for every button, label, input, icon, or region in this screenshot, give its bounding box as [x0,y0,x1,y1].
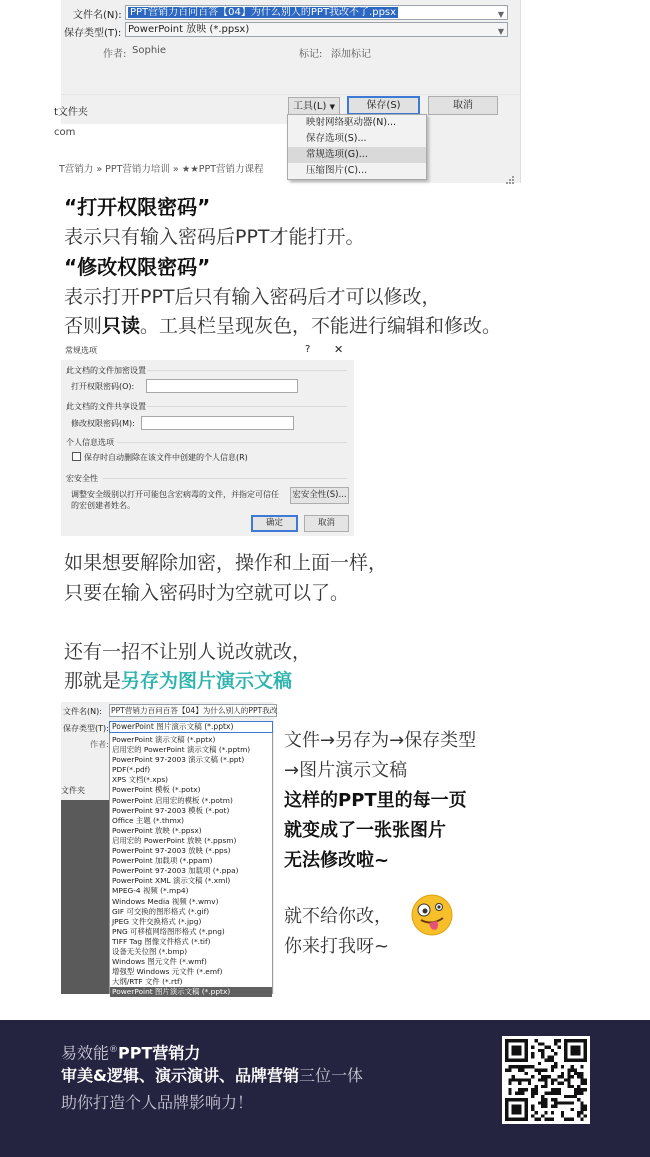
macro-security-button-label: 宏安全性(S)... [292,490,347,500]
divider [147,406,347,407]
resize-grip-icon[interactable] [501,170,515,182]
file-type-option[interactable]: Windows Media 视频 (*.wmv) [112,896,219,906]
file-type-list [109,722,273,997]
file-type-option[interactable]: PowerPoint 启用宏的模板 (*.potm) [112,795,233,805]
heading-modify-password: “修改权限密码” [64,255,211,279]
menu-item-compress-pictures[interactable]: 压缩图片(C)... [306,165,368,176]
help-icon[interactable]: ? [305,344,311,355]
filetype-select[interactable] [125,22,508,37]
file-type-option[interactable]: PDF(*.pdf) [112,765,151,775]
file-type-option[interactable]: Windows 图元文件 (*.wmf) [112,957,207,967]
saveas-filename-input[interactable] [109,704,277,717]
saveas-filename-value: PPT营销力百问百答【04】为什么别人的PPT我改 [111,706,278,715]
desc-modify-line-1: 表示打开PPT后只有输入密码后才可以修改， [64,286,441,308]
divider [61,94,521,95]
left-fragment: com [54,127,76,138]
section-share: 此文档的文件共享设置 [66,402,146,411]
tagline-rest: 三位一体 [298,1066,363,1085]
file-type-option[interactable]: PowerPoint 加载项 (*.ppam) [112,856,213,866]
divider [117,442,347,443]
desc-modify-post: 。工具栏呈现灰色，不能进行编辑和修改。 [140,315,502,337]
tools-menu [287,114,427,180]
open-password-input[interactable] [146,379,298,393]
close-icon[interactable]: ✕ [334,343,344,356]
file-type-option[interactable]: 启用宏的 PowerPoint 放映 (*.ppsm) [112,835,237,845]
file-type-option[interactable]: PNG 可移植网络图形格式 (*.png) [112,926,225,936]
footer-tagline [61,1063,363,1089]
menu-item-map-drive[interactable]: 映射网络驱动器(N)... [306,117,397,128]
open-password-label: 打开权限密码(O): [71,382,135,391]
remove-encryption-line-1: 如果想要解除加密，操作和上面一样， [64,552,388,574]
file-type-option[interactable]: Office 主题 (*.thmx) [112,815,185,825]
steps-line-1: 文件→另存为→保存类型 [284,730,477,751]
save-dialog-screenshot [54,0,521,183]
saveas-filetype-select[interactable] [109,721,273,733]
privacy-checkbox-label: 保存时自动删除在该文件中创建的个人信息(R) [84,453,248,462]
tags-value[interactable]: 添加标记 [331,49,371,60]
footer-slogan: 助你打造个人品牌影响力！ [61,1093,254,1112]
file-type-option[interactable]: 增强型 Windows 元文件 (*.emf) [112,967,223,977]
tease-line-2: 你来打我呀~ [284,936,390,957]
brand-name: PPT营销力 [118,1043,201,1063]
saveas-filetype-label: 保存类型(T): [63,724,109,733]
file-type-option[interactable]: JPEG 文件交换格式 (*.jpg) [112,916,202,926]
file-type-option[interactable]: 启用宏的 PowerPoint 演示文稿 (*.pptm) [112,745,251,755]
breadcrumb[interactable]: T营销力 » PPT营销力培训 » ★★PPT营销力课程 [59,164,264,175]
save-as-image-line [64,666,292,696]
modify-password-label: 修改权限密码(M): [71,419,135,428]
footer-brand [61,1037,200,1066]
desc-modify-line-2 [64,311,501,341]
save-as-highlight: 另存为图片演示文稿 [121,670,293,692]
section-macro: 宏安全性 [66,474,98,483]
save-as-type-screenshot [61,702,278,997]
file-type-option[interactable]: 设备无关位图 (*.bmp) [112,946,188,956]
file-type-option[interactable]: TIFF Tag 图像文件格式 (*.tif) [112,936,211,946]
filename-label: 文件名(N): [73,10,122,21]
divider [147,370,347,371]
divider [103,478,347,479]
tagline-bold: 审美&逻辑、演示演讲、品牌营销 [61,1066,299,1085]
file-type-option[interactable]: PowerPoint 97-2003 演示文稿 (*.ppt) [112,755,245,765]
author-label: 作者: [103,49,127,60]
cancel-button-label: 取消 [453,100,473,111]
file-type-option[interactable]: MPEG-4 视频 (*.mp4) [112,886,189,896]
result-line-2: 就变成了一张张图片 [284,820,446,841]
ok-button-label: 确定 [265,518,283,528]
filetype-label: 保存类型(T): [64,28,122,39]
filetype-value: PowerPoint 放映 (*.ppsx) [128,24,250,35]
remove-encryption-line-2: 只要在输入密码时为空就可以了。 [64,582,350,604]
explorer-background [61,124,291,184]
tools-button-label: 工具(L) [293,101,327,112]
qr-code-icon [502,1036,590,1124]
another-trick-line: 还有一招不让别人说改就改， [64,641,312,663]
section-privacy: 个人信息选项 [66,438,114,447]
file-type-option[interactable]: PowerPoint 97-2003 加载项 (*.ppa) [112,866,239,876]
explorer-dark-panel [61,800,109,994]
heading-open-password: “打开权限密码” [64,195,211,219]
macro-security-button[interactable] [290,487,349,504]
file-type-option[interactable]: PowerPoint 放映 (*.ppsx) [112,825,202,835]
file-type-option[interactable]: 大纲/RTF 文件 (*.rtf) [112,977,183,987]
file-type-option[interactable]: PowerPoint 图片演示文稿 (*.pptx) [110,987,272,997]
cancel-button[interactable] [304,515,349,532]
author-value[interactable]: Sophie [132,45,167,56]
filename-input[interactable] [125,5,508,20]
modify-password-input[interactable] [141,416,294,430]
filename-value: PPT营销力百问百答【04】为什么别人的PPT我改不了.ppsx [130,7,397,18]
saveas-filetype-value: PowerPoint 图片演示文稿 (*.pptx) [112,722,234,731]
macro-desc-line-2: 的宏创建者姓名。 [71,501,135,510]
desc-modify-pre: 否则 [64,315,103,337]
save-as-pre: 那就是 [64,670,122,692]
caret-down-icon: ▼ [329,103,335,111]
saveas-filename-label: 文件名(N): [63,707,102,716]
save-button-label: 保存(S) [366,100,401,111]
tags-label: 标记: [299,49,323,60]
crazy-face-emoji-icon [410,893,454,937]
tease-line-1: 就不给你改， [284,906,392,927]
cancel-button-label: 取消 [317,518,335,528]
menu-item-save-options[interactable]: 保存选项(S)... [306,133,367,144]
save-button[interactable] [347,96,420,115]
ok-button[interactable] [251,515,298,532]
saveas-hide-folder[interactable]: 文件夹 [61,786,85,795]
hide-folder-link[interactable]: t文件夹 [54,107,88,118]
file-type-option[interactable]: PowerPoint 97-2003 放映 (*.pps) [112,846,231,856]
privacy-checkbox[interactable] [72,452,81,461]
file-type-option[interactable]: PowerPoint 模板 (*.potx) [112,785,201,795]
cancel-button[interactable] [428,96,498,115]
chevron-down-icon[interactable]: ▼ [497,27,504,36]
menu-item-general-options[interactable]: 常规选项(G)... [288,147,426,163]
file-type-option[interactable]: PowerPoint XML 演示文稿 (*.xml) [112,876,231,886]
chevron-down-icon[interactable]: ▼ [497,10,504,19]
file-type-option[interactable]: GIF 可交换的图形格式 (*.gif) [112,906,210,916]
result-line-1: 这样的PPT里的每一页 [284,790,467,811]
section-encrypt: 此文档的文件加密设置 [66,366,146,375]
brand-prefix: 易效能 [61,1043,110,1063]
general-options-dialog [61,340,354,536]
dialog-title: 常规选项 [65,346,97,355]
file-type-option[interactable]: PowerPoint 97-2003 模板 (*.pot) [112,805,230,815]
read-only-emphasis: 只读 [102,315,141,337]
steps-line-2: →图片演示文稿 [284,760,408,781]
file-type-option[interactable]: XPS 文档(*.xps) [112,775,169,785]
saveas-author-label: 作者: [90,740,109,749]
desc-open-password: 表示只有输入密码后PPT才能打开。 [64,226,365,248]
footer-banner [0,1020,650,1157]
file-type-option[interactable]: PowerPoint 演示文稿 (*.pptx) [112,735,216,744]
result-line-3: 无法修改啦~ [284,850,390,871]
registered-mark: ® [109,1045,119,1055]
macro-desc-line-1: 调整安全级别以打开可能包含宏病毒的文件，并指定可信任 [71,490,279,499]
